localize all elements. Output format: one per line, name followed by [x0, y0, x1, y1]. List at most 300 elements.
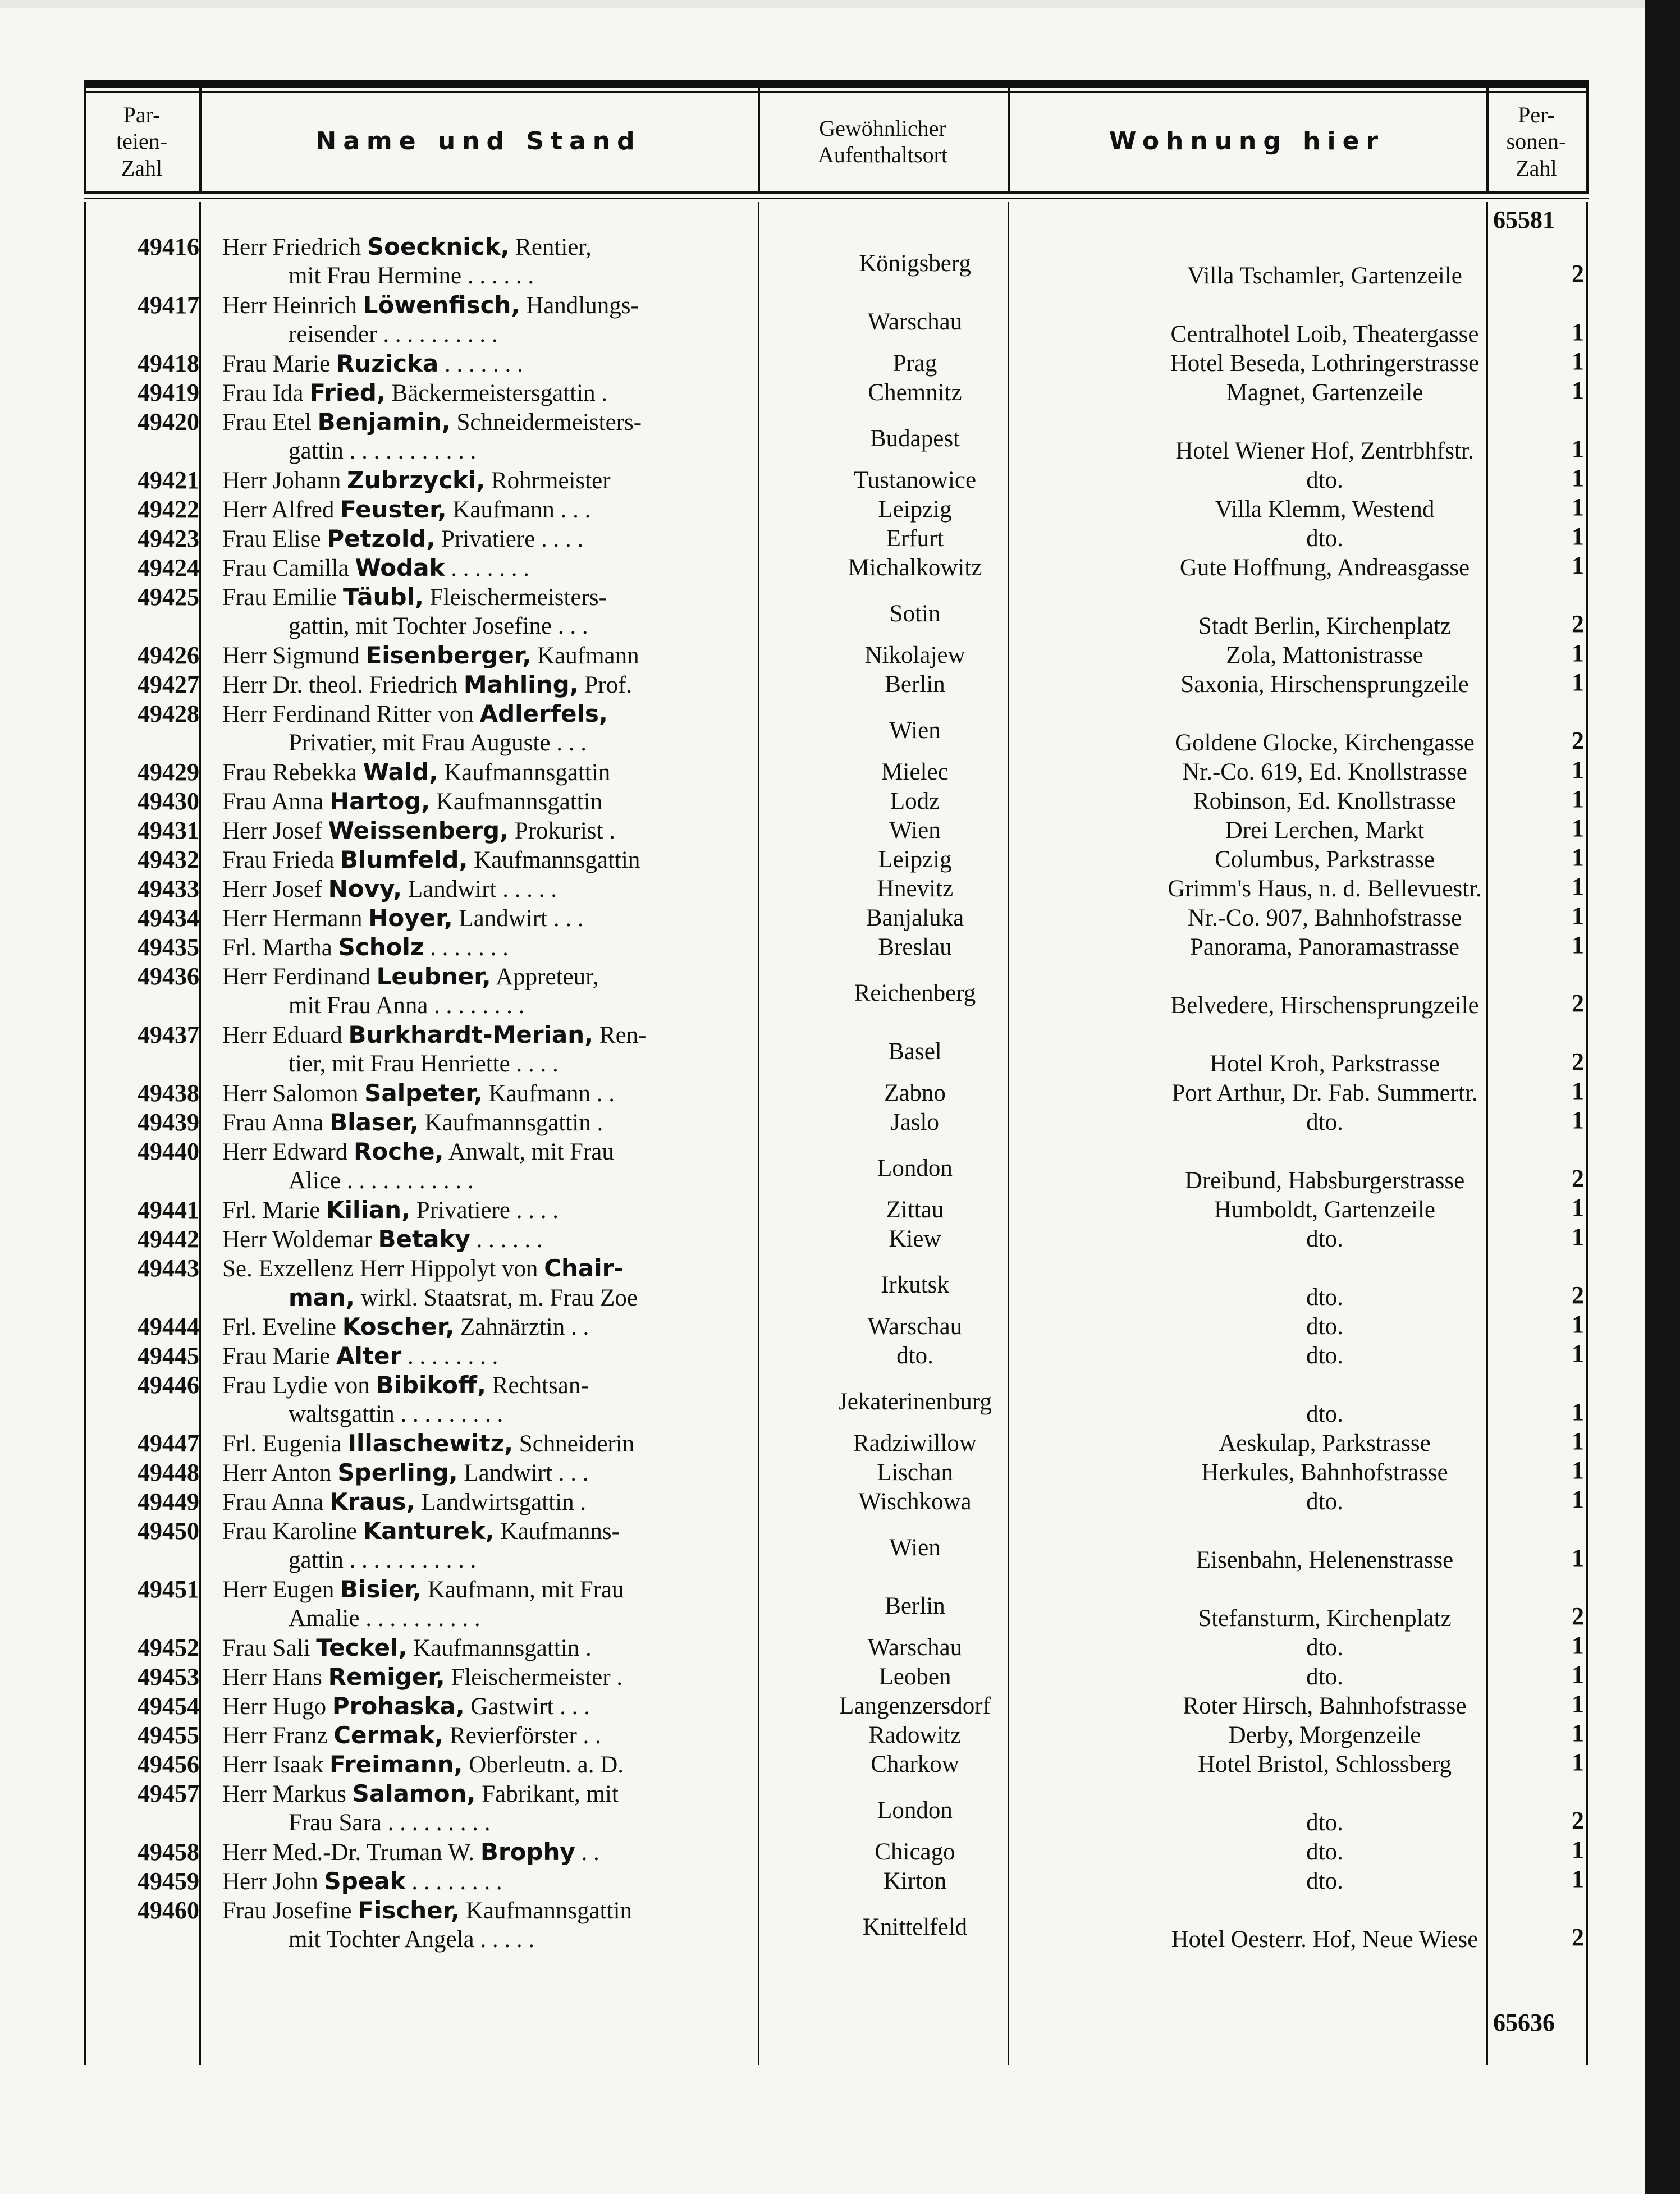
aufenthaltsort: Kiew [889, 1226, 941, 1252]
name-text: Privatiere . . . . [435, 526, 584, 552]
col-divider [199, 202, 201, 2065]
name-und-stand [222, 670, 632, 700]
name-continuation-text [222, 438, 476, 464]
surname: Leubner, [376, 963, 491, 990]
surname: Mahling, [463, 671, 579, 698]
total-count: 65636 [1493, 2009, 1555, 2036]
party-number: 49451 [138, 1575, 199, 1603]
name-text: Prokurist . [509, 818, 615, 844]
surname: Kraus, [329, 1488, 415, 1515]
party-number: 49437 [138, 1021, 199, 1048]
personen-zahl: 1 [1572, 435, 1584, 462]
party-number: 49436 [138, 963, 199, 990]
name-text: Herr Hermann [222, 905, 369, 932]
name-und-stand [222, 1721, 601, 1751]
name-continuation-text [222, 1167, 474, 1194]
name-text: Frau Josefine [222, 1898, 358, 1924]
name-und-stand [222, 1487, 586, 1517]
aufenthaltsort: Radowitz [868, 1722, 962, 1748]
wohnung-hier: Herkules, Bahnhofstrasse [1201, 1459, 1448, 1486]
aufenthaltsort: Wischkowa [858, 1488, 972, 1515]
name-text: Herr Eduard [222, 1022, 349, 1048]
personen-zahl: 1 [1572, 902, 1584, 929]
personen-zahl: 2 [1572, 1807, 1584, 1834]
personen-zahl: 1 [1572, 1456, 1584, 1484]
name-und-stand [222, 1371, 589, 1400]
scan-right-edge [1645, 0, 1680, 2194]
name-continuation [222, 1604, 480, 1633]
name-text: Herr Hugo [222, 1693, 332, 1720]
party-number: 49444 [138, 1313, 199, 1340]
personen-zahl: 1 [1572, 814, 1584, 842]
surname: Prohaska, [332, 1692, 465, 1720]
name-text: Revierförster . . [443, 1723, 601, 1749]
name-text: Schneidermeisters- [450, 409, 642, 436]
wohnung-hier: Villa Tschamler, Gartenzeile [1187, 263, 1462, 289]
aufenthaltsort: Radziwillow [853, 1430, 977, 1456]
aufenthaltsort: Knittelfeld [862, 1914, 968, 1940]
name-text: . . . . . . . [424, 935, 509, 961]
wohnung-hier: Nr.-Co. 619, Ed. Knollstrasse [1182, 759, 1467, 785]
wohnung-hier: Hotel Bristol, Schlossberg [1198, 1751, 1452, 1778]
aufenthaltsort: Basel [888, 1038, 942, 1065]
name-continuation-text [222, 1926, 534, 1953]
name-continuation-text [222, 1605, 480, 1632]
aufenthaltsort: Breslau [878, 934, 952, 960]
header-parteien-zahl [84, 91, 199, 192]
name-continuation-text [222, 1401, 503, 1427]
wohnung-hier: dto. [1306, 1868, 1343, 1894]
header-line: Per- [1518, 102, 1555, 128]
name-text: Alice . . . . . . . . . . . [289, 1167, 474, 1194]
aufenthaltsort: Zittau [886, 1197, 944, 1223]
personen-zahl: 1 [1572, 639, 1584, 667]
party-number: 49454 [138, 1692, 199, 1720]
surname: Speak [324, 1867, 406, 1895]
name-text: Herr Woldemar [222, 1226, 378, 1253]
party-number: 49459 [138, 1867, 199, 1895]
aufenthaltsort: Lodz [890, 788, 940, 814]
personen-zahl: 1 [1572, 377, 1584, 404]
name-continuation [222, 991, 524, 1020]
aufenthaltsort: Warschau [867, 1634, 963, 1661]
party-number: 49460 [138, 1897, 199, 1924]
surname: Eisenberger, [365, 642, 532, 669]
party-number: 49419 [138, 379, 199, 406]
col-divider [1586, 84, 1589, 194]
party-number: 49445 [138, 1342, 199, 1369]
aufenthaltsort: Irkutsk [881, 1272, 949, 1298]
name-text: Ren- [593, 1022, 647, 1048]
name-und-stand [222, 583, 607, 612]
personen-zahl: 1 [1572, 1194, 1584, 1221]
name-text: Herr John [222, 1868, 324, 1895]
party-number: 49447 [138, 1430, 199, 1457]
party-number: 49422 [138, 496, 199, 523]
aufenthaltsort: Warschau [867, 1313, 963, 1340]
name-text: Frau Anna [222, 1489, 330, 1515]
party-number: 49435 [138, 933, 199, 961]
header-line: Zahl [1516, 155, 1557, 181]
personen-zahl: 1 [1572, 523, 1584, 550]
aufenthaltsort: Erfurt [886, 525, 944, 552]
name-text: Fleischermeister . [445, 1664, 623, 1691]
col-divider [1586, 202, 1588, 2065]
name-continuation [222, 1283, 638, 1313]
name-text: Privatiere . . . . [410, 1197, 559, 1224]
name-text: Kaufmannsgattin [460, 1898, 633, 1924]
wohnung-hier: Port Arthur, Dr. Fab. Summertr. [1171, 1080, 1478, 1106]
party-number: 49456 [138, 1751, 199, 1778]
wohnung-hier: dto. [1306, 1810, 1343, 1836]
name-text: Se. Exzellenz Herr Hippolyt von [222, 1256, 544, 1282]
party-number: 49428 [138, 700, 199, 727]
aufenthaltsort: Leipzig [878, 846, 952, 873]
wohnung-hier: dto. [1306, 1284, 1343, 1311]
surname: Salpeter, [364, 1079, 483, 1107]
surname: Fried, [309, 379, 386, 406]
party-number: 49446 [138, 1371, 199, 1399]
name-text: Herr Med.-Dr. Truman W. [222, 1839, 480, 1866]
surname: Sperling, [337, 1459, 458, 1486]
wohnung-hier: Roter Hirsch, Bahnhofstrasse [1183, 1693, 1467, 1719]
party-number: 49433 [138, 875, 199, 903]
name-text: Frau Sara . . . . . . . . . [289, 1810, 491, 1836]
surname: Burkhardt-Merian, [348, 1021, 594, 1048]
wohnung-hier: Centralhotel Loib, Theatergasse [1170, 321, 1479, 347]
surname: Betaky [378, 1225, 470, 1253]
personen-zahl: 2 [1572, 1281, 1584, 1309]
name-text: Kaufmann, mit Frau [421, 1577, 624, 1603]
header-line: Aufenthaltsort [817, 142, 948, 167]
party-number: 49440 [138, 1138, 199, 1165]
name-text: Herr Josef [222, 818, 328, 844]
personen-zahl: 1 [1572, 1486, 1584, 1513]
surname: man, [289, 1284, 355, 1311]
personen-zahl: 2 [1572, 990, 1584, 1017]
aufenthaltsort: Leipzig [878, 496, 952, 523]
name-text: Frl. Eugenia [222, 1431, 348, 1457]
personen-zahl: 2 [1572, 1048, 1584, 1075]
wohnung-hier: dto. [1306, 1664, 1343, 1690]
party-number: 49425 [138, 583, 199, 611]
name-und-stand [222, 904, 584, 933]
name-und-stand [222, 1196, 559, 1225]
surname: Kilian, [326, 1196, 411, 1224]
personen-zahl: 2 [1572, 1602, 1584, 1630]
name-continuation-text [222, 321, 498, 347]
name-und-stand [222, 1838, 599, 1867]
name-und-stand [222, 232, 592, 262]
wohnung-hier: Dreibund, Habsburgerstrasse [1184, 1167, 1465, 1194]
name-und-stand [222, 1517, 620, 1546]
personen-zahl: 1 [1572, 1865, 1584, 1893]
personen-zahl: 1 [1572, 785, 1584, 813]
name-und-stand [222, 1896, 632, 1926]
party-number: 49450 [138, 1517, 199, 1545]
name-und-stand [222, 378, 607, 408]
surname: Fischer, [358, 1897, 460, 1924]
aufenthaltsort: London [877, 1155, 953, 1181]
name-text: Herr Hans [222, 1664, 328, 1691]
personen-zahl: 1 [1572, 1311, 1584, 1338]
name-continuation-text [222, 1285, 638, 1311]
name-und-stand [222, 699, 608, 729]
personen-zahl: 1 [1572, 1077, 1584, 1105]
party-number: 49420 [138, 408, 199, 436]
personen-zahl: 1 [1572, 464, 1584, 492]
name-text: wirkl. Staatsrat, m. Frau Zoe [354, 1285, 638, 1311]
name-text: Frau Etel [222, 409, 318, 436]
surname: Kanturek, [363, 1517, 495, 1545]
name-und-stand [222, 291, 639, 320]
wohnung-hier: Nr.-Co. 907, Bahnhofstrasse [1187, 905, 1462, 931]
surname: Benjamin, [317, 408, 451, 436]
surname: Salamon, [352, 1780, 476, 1807]
personen-zahl: 1 [1572, 668, 1584, 696]
name-text: Frl. Martha [222, 935, 338, 961]
name-text: mit Frau Hermine . . . . . . [289, 263, 534, 289]
name-continuation [222, 1925, 534, 1954]
surname: Feuster, [340, 496, 447, 523]
name-text: Kaufmannsgattin . [418, 1110, 603, 1136]
party-number: 49441 [138, 1196, 199, 1224]
party-number: 49458 [138, 1838, 199, 1866]
wohnung-hier: Panorama, Panoramastrasse [1189, 934, 1459, 960]
name-text: Frau Rebekka [222, 759, 363, 786]
wohnung-hier: dto. [1306, 1226, 1343, 1252]
personen-zahl: 1 [1572, 347, 1584, 375]
party-number: 49416 [138, 233, 199, 260]
personen-zahl: 2 [1572, 1923, 1584, 1951]
party-number: 49443 [138, 1254, 199, 1282]
name-text: tier, mit Frau Henriette . . . . [289, 1051, 559, 1077]
surname: Blaser, [329, 1109, 419, 1136]
name-text: Herr Alfred [222, 497, 341, 523]
header-line: sonen- [1506, 129, 1567, 154]
name-und-stand [222, 1225, 543, 1254]
name-text: gattin, mit Tochter Josefine . . . [289, 613, 588, 639]
aufenthaltsort: dto. [896, 1343, 933, 1369]
surname: Petzold, [327, 525, 436, 552]
name-text: Bäckermeistersgattin . [385, 380, 608, 406]
name-text: Prof. [578, 672, 633, 698]
name-continuation [222, 1050, 559, 1079]
wohnung-hier: Hotel Oesterr. Hof, Neue Wiese [1171, 1926, 1478, 1953]
name-und-stand [222, 1575, 624, 1605]
surname: Illaschewitz, [347, 1430, 514, 1457]
personen-zahl: 1 [1572, 1223, 1584, 1251]
wohnung-hier: Grimm's Haus, n. d. Bellevuestr. [1168, 876, 1482, 902]
wohnung-hier: Humboldt, Gartenzeile [1214, 1197, 1436, 1223]
name-und-stand [222, 1750, 624, 1780]
aufenthaltsort: Warschau [867, 309, 963, 335]
name-text: mit Tochter Angela . . . . . [289, 1926, 535, 1953]
name-text: reisender . . . . . . . . . . [289, 321, 498, 347]
name-text: mit Frau Anna . . . . . . . . [289, 992, 525, 1019]
name-text: . . . . . . . [445, 555, 529, 581]
name-continuation [222, 1808, 490, 1838]
party-number: 49439 [138, 1109, 199, 1136]
personen-zahl: 1 [1572, 1836, 1584, 1863]
personen-zahl: 1 [1572, 844, 1584, 871]
surname: Wald, [363, 758, 438, 786]
name-text: Frau Anna [222, 1110, 330, 1136]
name-und-stand [222, 1341, 498, 1371]
name-und-stand [222, 407, 642, 437]
surname: Koscher, [342, 1313, 455, 1340]
name-text: Kaufmannsgattin [438, 759, 611, 786]
party-number: 49438 [138, 1079, 199, 1107]
name-continuation-text [222, 1810, 490, 1836]
wohnung-hier: dto. [1306, 525, 1343, 552]
party-number: 49427 [138, 671, 199, 698]
name-und-stand [222, 933, 509, 963]
surname: Täubl, [342, 583, 424, 611]
name-continuation [222, 729, 587, 758]
personen-zahl: 1 [1572, 1544, 1584, 1572]
wohnung-hier: Columbus, Parkstrasse [1215, 846, 1435, 873]
name-und-stand [222, 1079, 615, 1109]
aufenthaltsort: Michalkowitz [848, 555, 982, 581]
name-continuation [222, 1400, 503, 1429]
name-text: Herr Franz [222, 1723, 334, 1749]
name-text: Rechtsan- [486, 1372, 589, 1399]
party-number: 49453 [138, 1663, 199, 1691]
aufenthaltsort: Berlin [885, 671, 945, 698]
name-text: . . [575, 1839, 599, 1866]
aufenthaltsort: Jaslo [891, 1109, 939, 1135]
header-aufenthaltsort [758, 91, 1008, 192]
party-number: 49421 [138, 466, 199, 494]
wohnung-hier: Aeskulap, Parkstrasse [1219, 1430, 1431, 1456]
surname: Cermak, [333, 1721, 444, 1749]
personen-zahl: 2 [1572, 610, 1584, 638]
name-und-stand [222, 1137, 614, 1167]
aufenthaltsort: Langenzersdorf [839, 1693, 991, 1719]
name-und-stand [222, 1020, 646, 1050]
name-text: Herr Markus [222, 1781, 353, 1807]
party-number: 49430 [138, 787, 199, 815]
name-text: gattin . . . . . . . . . . . [289, 438, 477, 464]
personen-zahl: 1 [1572, 1632, 1584, 1659]
name-und-stand [222, 1867, 502, 1897]
aufenthaltsort: Charkow [871, 1751, 959, 1778]
name-text: gattin . . . . . . . . . . . [289, 1547, 477, 1573]
name-continuation-text [222, 992, 524, 1019]
name-text: Frau Frieda [222, 847, 341, 873]
name-und-stand [222, 1108, 603, 1138]
personen-zahl: 1 [1572, 1398, 1584, 1426]
aufenthaltsort: Banjaluka [866, 905, 964, 931]
name-continuation [222, 320, 498, 349]
name-text: Herr Josef [222, 876, 328, 903]
name-text: Herr Johann [222, 468, 347, 494]
header-line: Par- [123, 102, 161, 128]
name-continuation [222, 1546, 476, 1575]
surname: Roche, [354, 1138, 444, 1165]
name-continuation-text [222, 1051, 559, 1077]
party-number: 49434 [138, 904, 199, 932]
wohnung-hier: dto. [1306, 1839, 1343, 1865]
name-text: Frau Marie [222, 1343, 336, 1369]
party-number: 49417 [138, 291, 199, 319]
wohnung-hier: Villa Klemm, Westend [1215, 496, 1435, 523]
personen-zahl: 1 [1572, 1661, 1584, 1688]
name-text: Frl. Eveline [222, 1314, 342, 1340]
aufenthaltsort: Tustanowice [853, 467, 977, 493]
aufenthaltsort: Wien [889, 817, 941, 844]
name-text: Frau Camilla [222, 555, 355, 581]
aufenthaltsort: Reichenberg [854, 980, 976, 1006]
wohnung-hier: dto. [1306, 1313, 1343, 1340]
name-text: Herr Ferdinand Ritter von [222, 701, 480, 727]
surname: Bibikoff, [376, 1371, 487, 1399]
name-text: Frau Marie [222, 351, 336, 377]
surname: Soecknick, [367, 233, 510, 260]
wohnung-hier: dto. [1306, 1634, 1343, 1661]
name-text: Fleischermeisters- [423, 584, 607, 611]
header-line: Zahl [121, 155, 163, 181]
wohnung-hier: Goldene Glocke, Kirchengasse [1175, 730, 1475, 756]
wohnung-hier: Gute Hoffnung, Andreasgasse [1179, 555, 1470, 581]
name-text: Herr Heinrich [222, 292, 363, 319]
personen-zahl: 2 [1572, 1165, 1584, 1192]
name-text: Herr Salomon [222, 1080, 365, 1107]
surname: Brophy [480, 1838, 575, 1866]
name-text: Herr Ferdinand [222, 964, 377, 990]
aufenthaltsort: Prag [892, 350, 937, 377]
wohnung-hier: Saxonia, Hirschensprungzeile [1180, 671, 1469, 698]
name-text: Herr Anton [222, 1460, 338, 1486]
name-text: Frau Sali [222, 1635, 317, 1661]
personen-zahl: 1 [1572, 756, 1584, 784]
name-continuation-text [222, 263, 534, 289]
aufenthaltsort: Jekaterinenburg [838, 1389, 992, 1415]
party-number: 49455 [138, 1721, 199, 1749]
name-text: Herr Eugen [222, 1577, 341, 1603]
name-text: Anwalt, mit Frau [443, 1139, 614, 1165]
name-und-stand [222, 1458, 589, 1488]
party-number: 49432 [138, 846, 199, 873]
name-text: Schneiderin [513, 1431, 635, 1457]
header-personen-zahl [1486, 91, 1586, 192]
wohnung-hier: Belvedere, Hirschensprungzeile [1170, 992, 1479, 1019]
name-text: Landwirt . . . . . [402, 876, 557, 903]
wohnung-hier: Robinson, Ed. Knollstrasse [1193, 788, 1457, 814]
personen-zahl: 2 [1572, 260, 1584, 287]
name-text: Gastwirt . . . [464, 1693, 590, 1720]
name-und-stand [222, 874, 557, 904]
name-und-stand [222, 641, 639, 671]
header-line: teien- [116, 129, 168, 154]
name-und-stand [222, 816, 615, 846]
name-text: . . . . . . [470, 1226, 543, 1253]
register-table [84, 80, 1589, 2078]
aufenthaltsort: Sotin [889, 601, 941, 627]
personen-zahl: 1 [1572, 1340, 1584, 1367]
party-number: 49431 [138, 817, 199, 844]
surname: Chair- [544, 1254, 624, 1282]
surname: Weissenberg, [328, 817, 509, 844]
name-text: Kaufmannsgattin . [407, 1635, 592, 1661]
wohnung-hier: Drei Lerchen, Markt [1225, 817, 1425, 844]
party-number: 49457 [138, 1780, 199, 1807]
aufenthaltsort: Zabno [884, 1080, 946, 1106]
surname: Löwenfisch, [363, 291, 520, 319]
surname: Scholz [338, 933, 424, 961]
name-text: Frau Ida [222, 380, 310, 406]
